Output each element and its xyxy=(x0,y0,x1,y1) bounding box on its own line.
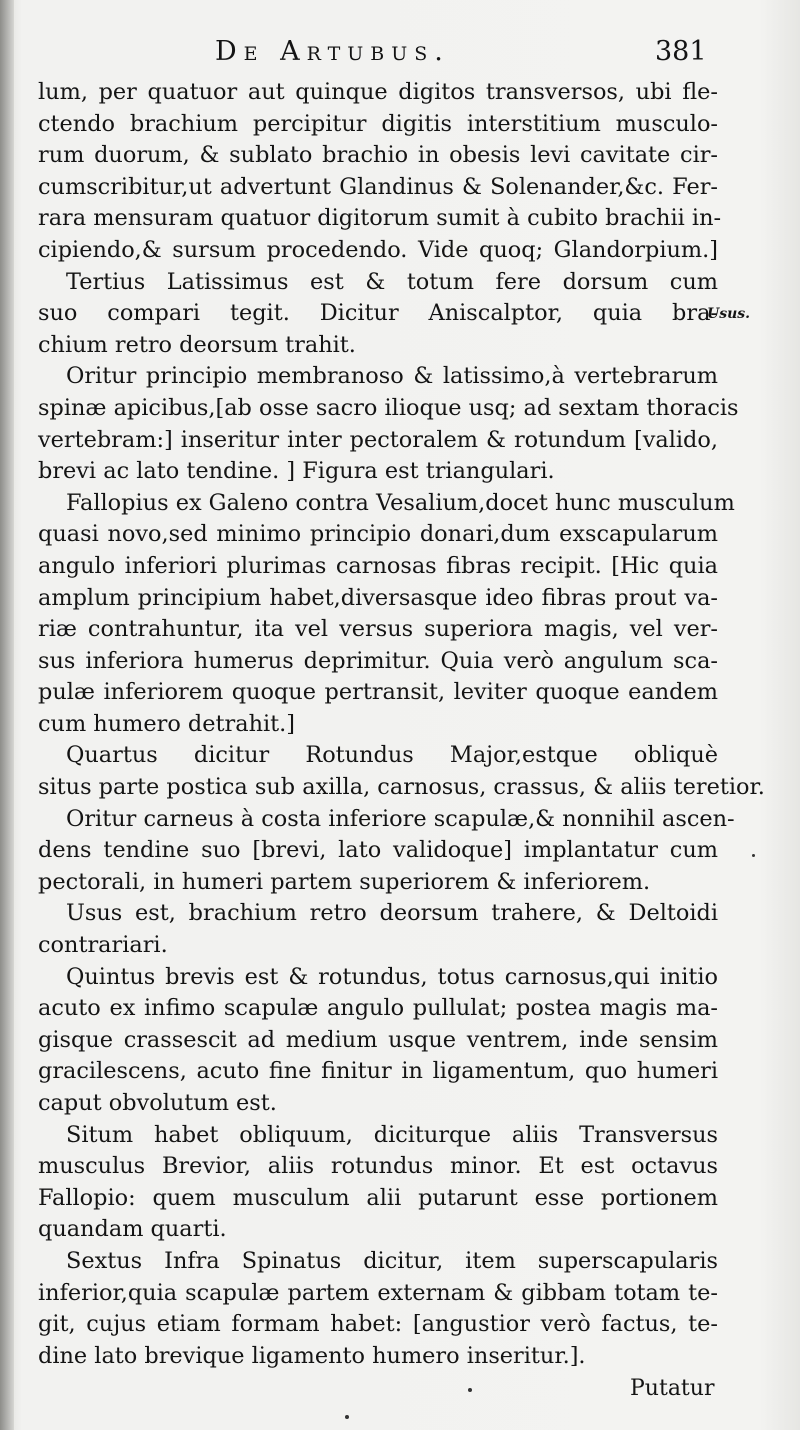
text-line: Fallopio: quem musculum alii putarunt esse portionem xyxy=(38,1184,718,1211)
ink-speck xyxy=(345,1415,349,1419)
text-line: contrariari. xyxy=(38,932,168,959)
text-line: gisque crassescit ad medium usque ventrem, inde sensim xyxy=(38,1026,718,1053)
text-line: rum duorum, & sublato brachio in obesis levi cavitate cir- xyxy=(38,142,718,169)
text-line: Situm habet obliquum, diciturque aliis Transversus xyxy=(66,1121,718,1148)
body-text xyxy=(38,77,765,1372)
text-line: gracilescens, acuto fine finitur in ligamentum, quo humeri xyxy=(38,1058,718,1085)
ink-speck xyxy=(752,854,755,857)
text-line: situs parte postica sub axilla, carnosus, crassus, & aliis teretior. xyxy=(38,774,765,801)
text-line: Quintus brevis est & rotundus, totus carnosus,qui initio xyxy=(66,963,718,990)
text-line: quandam quarti. xyxy=(38,1216,227,1243)
text-line: Usus est, brachium retro deorsum trahere, & Deltoidi xyxy=(66,900,718,927)
book-spine-shadow xyxy=(0,0,14,1430)
text-line: chium retro deorsum trahit. xyxy=(38,331,356,358)
page-header xyxy=(0,36,800,76)
text-line: lum, per quatuor aut quinque digitos transversos, ubi fle- xyxy=(38,79,718,105)
page-number: 381 xyxy=(655,36,707,67)
text-line: git, cujus etiam formam habet: [angustior verò factus, te- xyxy=(38,1311,718,1338)
text-line: cumscribitur,ut advertunt Glandinus & Solenander,&c. Fer- xyxy=(38,173,718,200)
text-line: musculus Brevior, aliis rotundus minor. Et est octavus xyxy=(38,1153,718,1180)
text-line: suo compari tegit. Dicitur Aniscalptor, quia bra- xyxy=(38,300,718,327)
text-line: Sextus Infra Spinatus dicitur, item superscapularis xyxy=(66,1247,718,1274)
text-line: Quartus dicitur Rotundus Major,estque obliquè xyxy=(66,742,718,769)
text-line: quasi novo,sed minimo principio donari,dum exscapularum xyxy=(38,521,718,548)
margin-note: Usus. xyxy=(707,306,751,322)
text-line: ctendo brachium percipitur digitis interstitium musculo- xyxy=(38,110,718,137)
text-line: spinæ apicibus,[ab osse sacro ilioque usq; ad sextam thoracis xyxy=(38,394,739,421)
text-line: rara mensuram quatuor digitorum sumit à cubito brachii in- xyxy=(38,205,722,232)
text-line: pulæ inferiorem quoque pertransit, leviter quoque eandem xyxy=(38,679,718,706)
text-line: brevi ac lato tendine. ] Figura est triangulari. xyxy=(38,458,555,485)
text-line: cipiendo,& sursum procedendo. Vide quoq; Glandorpium.] xyxy=(38,236,718,263)
ink-speck xyxy=(468,1388,472,1392)
text-line: dine lato brevique ligamento humero inseritur.]. xyxy=(38,1342,586,1369)
text-line: cum humero detrahit.] xyxy=(38,710,296,737)
text-line: Oritur principio membranoso & latissimo,à vertebrarum xyxy=(66,363,718,390)
catchword: Putatur xyxy=(630,1376,715,1401)
text-line: angulo inferiori plurimas carnosas fibras recipit. [Hic quia xyxy=(38,552,718,579)
text-line: sus inferiora humerus deprimitur. Quia verò angulum sca- xyxy=(38,647,718,674)
text-line: Fallopius ex Galeno contra Vesalium,docet hunc musculum xyxy=(66,489,735,516)
text-line: acuto ex infimo scapulæ angulo pullulat; postea magis ma- xyxy=(38,995,718,1022)
text-line: pectorali, in humeri partem superiorem & inferiorem. xyxy=(38,868,651,895)
text-line: vertebram:] inseritur inter pectoralem & rotundum [valido, xyxy=(38,426,718,453)
text-line: amplum principium habet,diversasque ideo fibras prout va- xyxy=(38,584,718,611)
running-title: De Artubus. xyxy=(215,36,450,67)
text-line: Tertius Latissimus est & totum fere dorsum cum xyxy=(66,268,718,295)
text-line: riæ contrahuntur, ita vel versus superiora magis, vel ver- xyxy=(38,616,718,643)
text-line: dens tendine suo [brevi, lato validoque] implantatur cum xyxy=(38,837,718,864)
text-line: Oritur carneus à costa inferiore scapulæ,& nonnihil ascen- xyxy=(66,805,735,832)
text-line: inferior,quia scapulæ partem externam & gibbam totam te- xyxy=(38,1279,718,1306)
text-line: caput obvolutum est. xyxy=(38,1090,277,1116)
